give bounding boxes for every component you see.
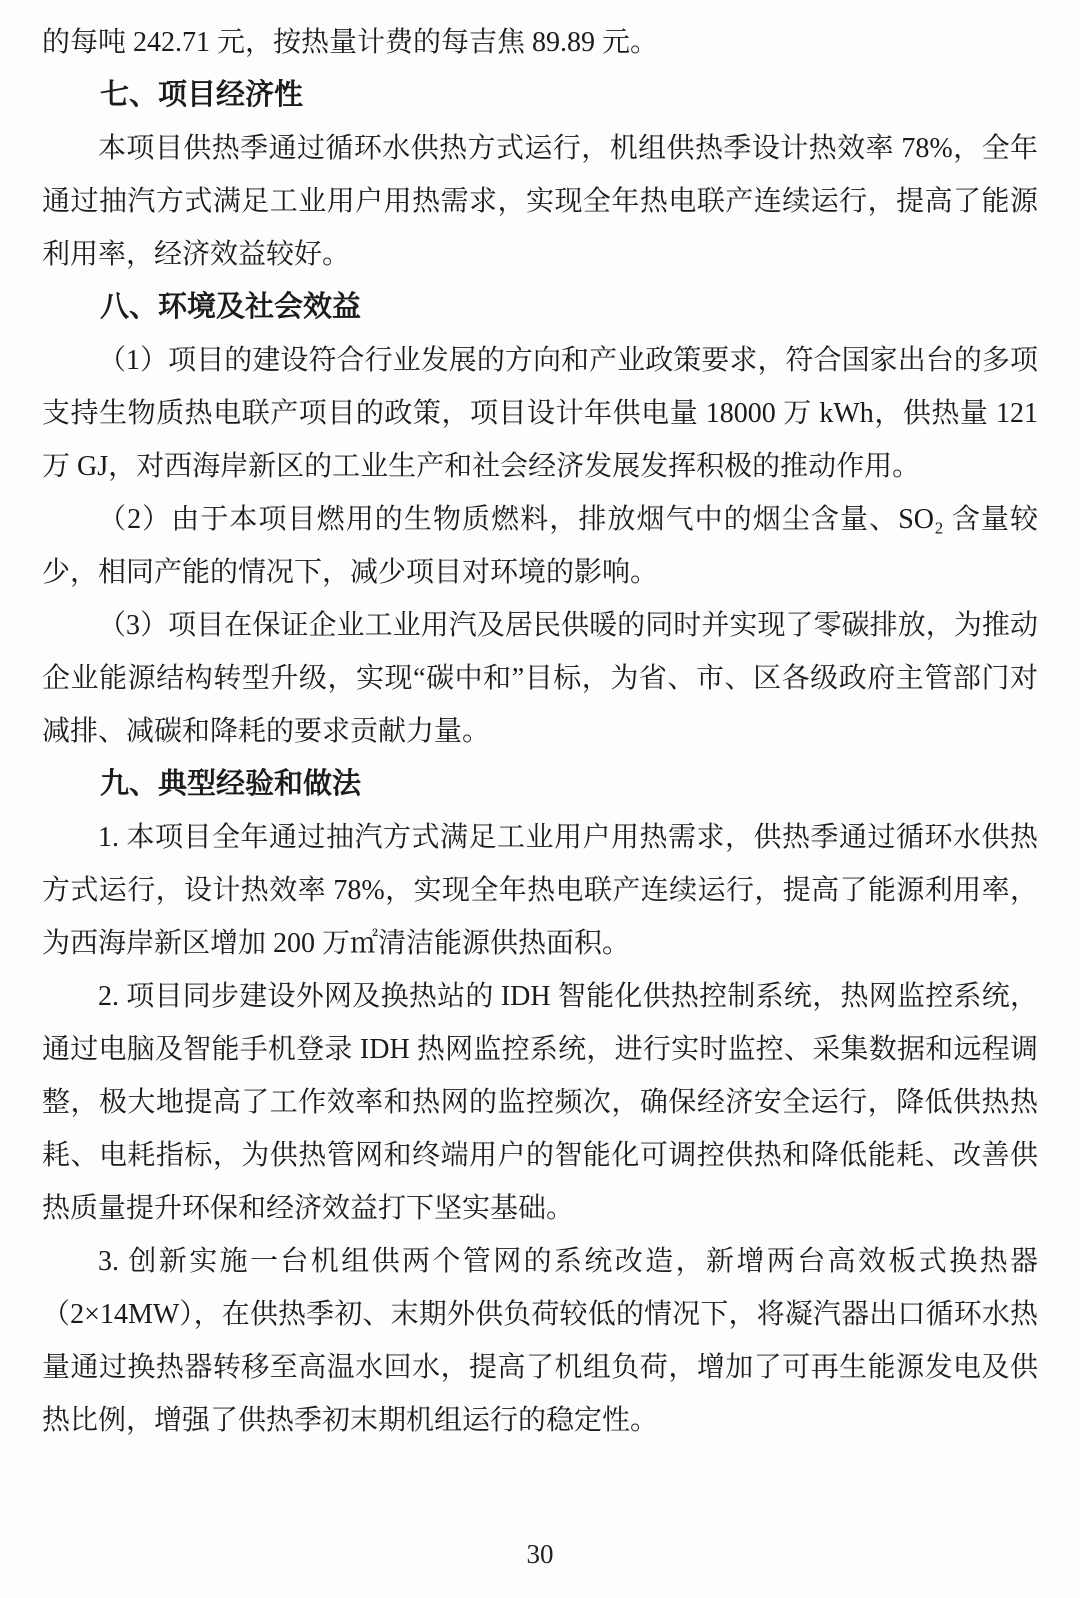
paragraph-experience-1: 1. 本项目全年通过抽汽方式满足工业用户用热需求，供热季通过循环水供热方式运行，设计热效率 78%，实现全年热电联产连续运行，提高了能源利用率，为西海岸新区增加 200 万㎡清洁能源供热面积。 <box>42 822 1038 959</box>
section-heading-7-project-economics: 七、项目经济性 <box>100 79 304 111</box>
section-heading-8-environment-social-benefits: 八、环境及社会效益 <box>100 291 362 323</box>
paragraph-benefit-2: （2）由于本项目燃用的生物质燃料，排放烟气中的烟尘含量、SO₂ 含量较少，相同产能的情况下，减少项目对环境的影响。 <box>42 504 1038 588</box>
paragraph-continuation: 的每吨 242.71 元，按热量计费的每吉焦 89.89 元。 <box>42 27 659 58</box>
section-heading-9-typical-experience: 九、典型经验和做法 <box>100 768 362 800</box>
page-number: 30 <box>526 1539 554 1569</box>
paragraph-economics-body: 本项目供热季通过循环水供热方式运行，机组供热季设计热效率 78%，全年通过抽汽方式满足工业用户用热需求，实现全年热电联产连续运行，提高了能源利用率，经济效益较好。 <box>42 133 1038 270</box>
paragraph-benefit-3: （3）项目在保证企业工业用汽及居民供暖的同时并实现了零碳排放，为推动企业能源结构转型升级，实现“碳中和”目标，为省、市、区各级政府主管部门对减排、减碳和降耗的要求贡献力量。 <box>42 610 1038 747</box>
paragraph-experience-3: 3. 创新实施一台机组供两个管网的系统改造，新增两台高效板式换热器（2×14MW），在供热季初、末期外供负荷较低的情况下，将凝汽器出口循环水热量通过换热器转移至高温水回水，提高了机组负荷，增加了可再生能源发电及供热比例，增强了供热季初末期机组运行的稳定性。 <box>42 1246 1038 1436</box>
paragraph-benefit-1: （1）项目的建设符合行业发展的方向和产业政策要求，符合国家出台的多项支持生物质热电联产项目的政策，项目设计年供电量 18000 万 kWh，供热量 121 万 GJ，对西海岸新区的工业生产和社会经济发展发挥积极的推动作用。 <box>42 345 1038 482</box>
paragraph-experience-2: 2. 项目同步建设外网及换热站的 IDH 智能化供热控制系统，热网监控系统，通过电脑及智能手机登录 IDH 热网监控系统，进行实时监控、采集数据和远程调整，极大地提高了工作效率和热网的监控频次，确保经济安全运行，降低供热热耗、电耗指标，为供热管网和终端用户的智能化可调控供热和降低能耗、改善供热质量提升环保和经济效益打下坚实基础。 <box>42 981 1038 1224</box>
